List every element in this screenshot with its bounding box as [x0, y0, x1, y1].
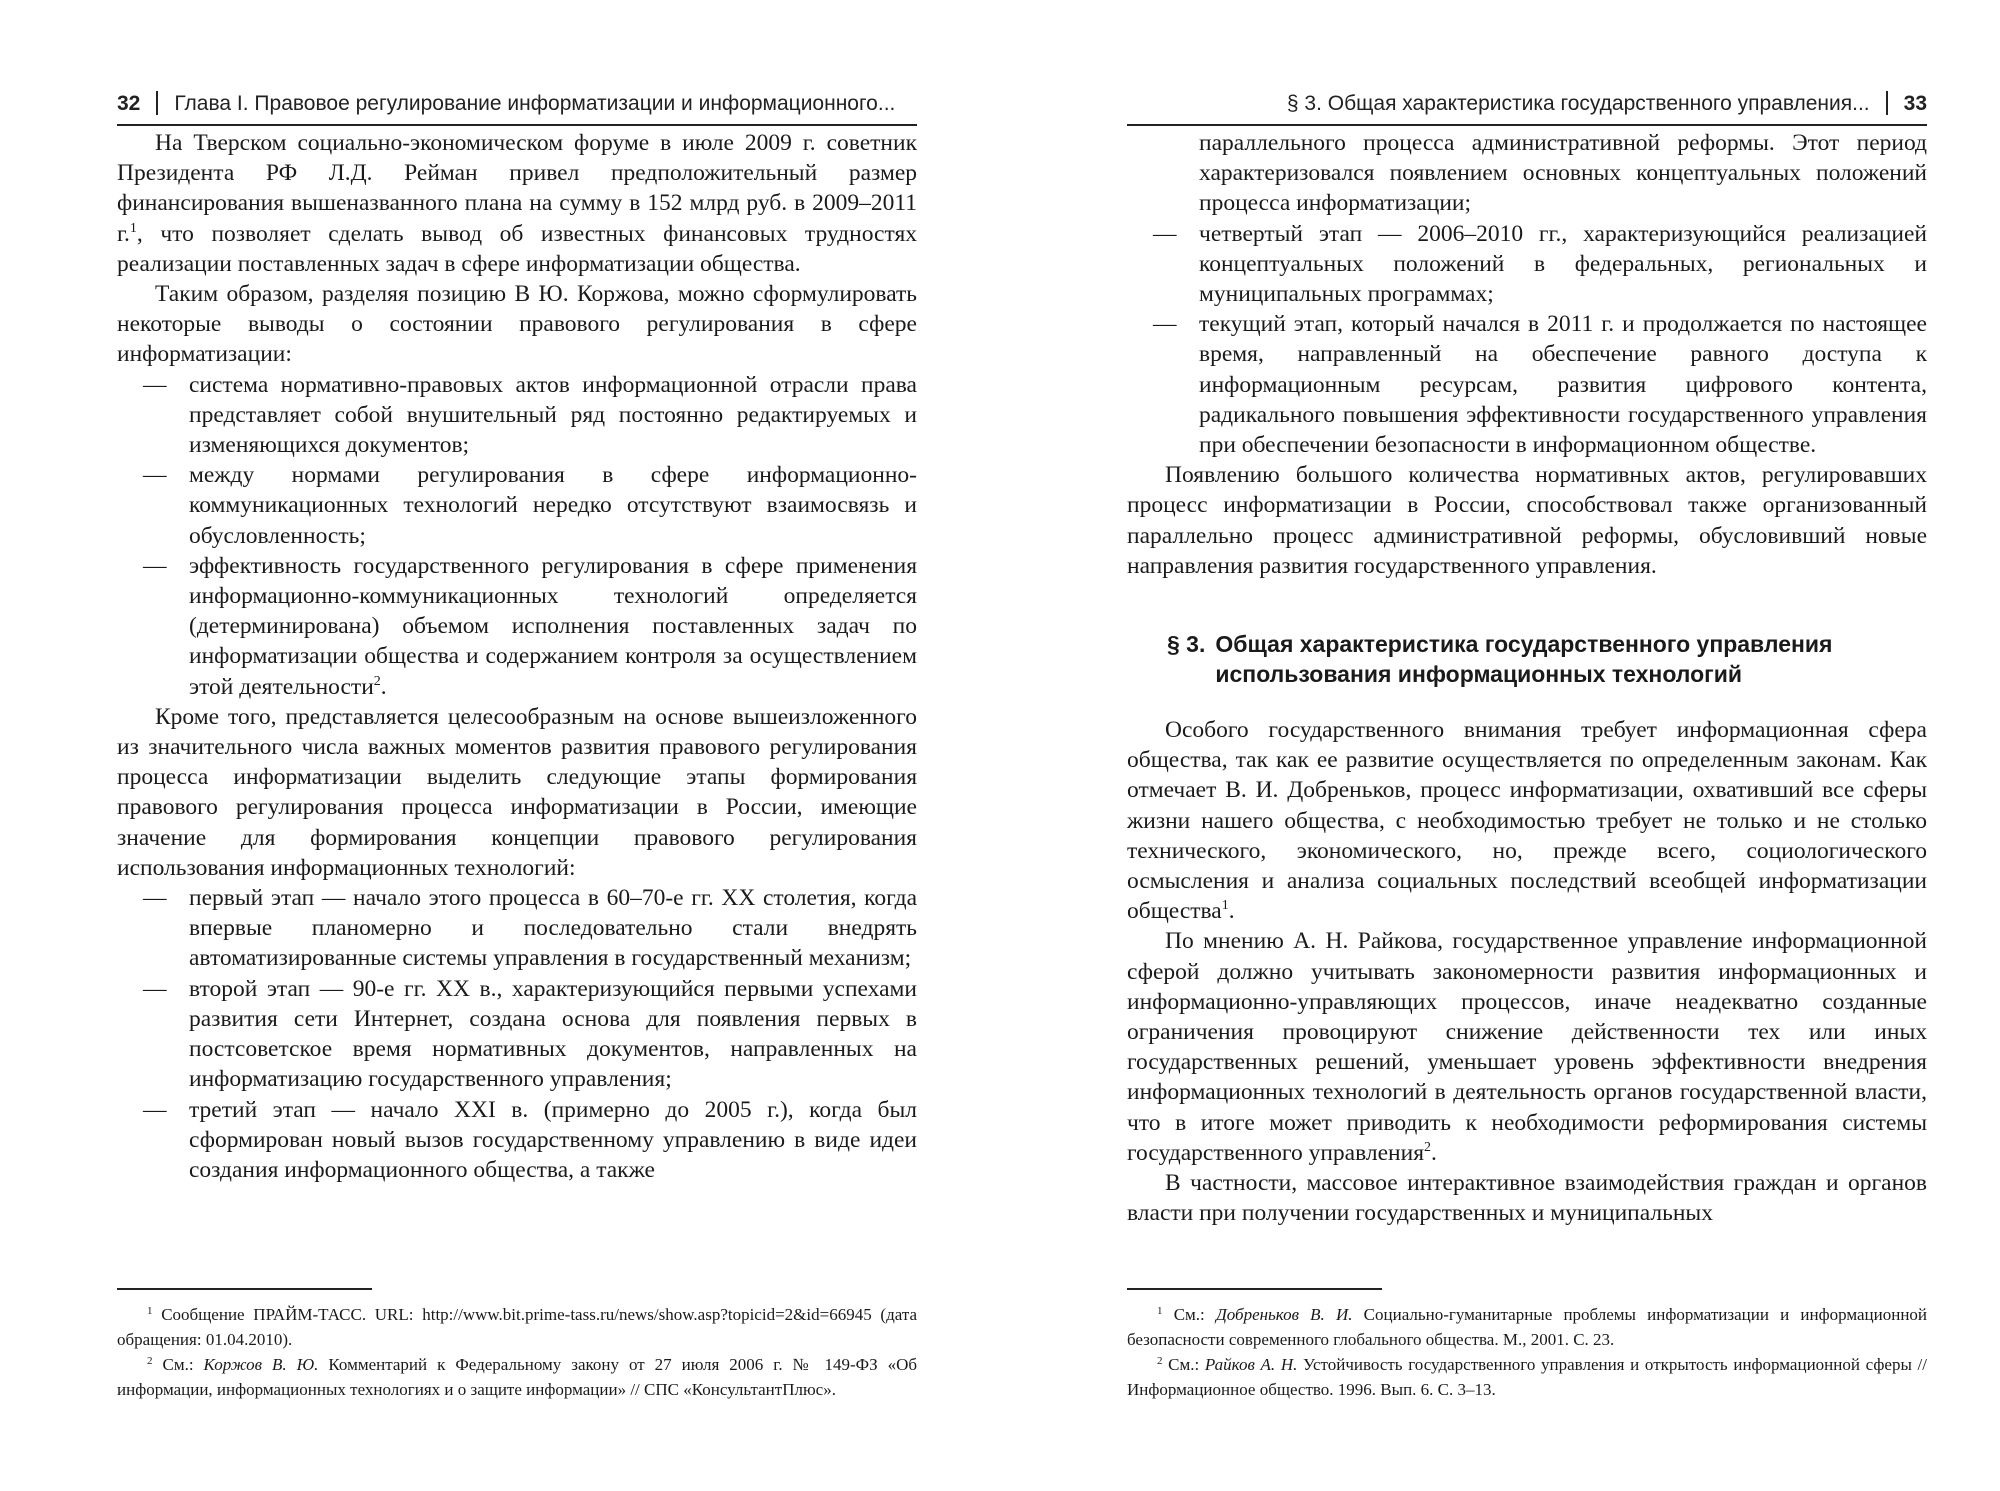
- footnote-author: Коржов В. Ю.: [203, 1355, 319, 1374]
- right-footnotes: [1127, 1288, 1927, 1402]
- footnote-ref: 2: [373, 673, 381, 689]
- list-item: — текущий этап, который начался в 2011 г. и продолжается по настоящее время, направленный на обеспечение равного доступа к информационным ресурсам, развития цифрового контента, радикального повышения эффективности государственного управления при обеспечении безопасности в информационном обществе.: [1127, 309, 1927, 460]
- list-item: — система нормативно-правовых актов информационной отрасли права представляет собой внушительный ряд постоянно редактируемых и изменяющихся документов;: [117, 370, 917, 461]
- running-head-left: [117, 84, 917, 126]
- section-heading: [1127, 629, 1927, 689]
- list-item: — четвертый этап — 2006–2010 гг., характеризующийся реализацией концептуальных положений в федеральных, региональных и муниципальных программах;: [1127, 219, 1927, 310]
- section-number: § 3.: [1167, 631, 1206, 658]
- list-item: — между нормами регулирования в сфере информационно-коммуникационных технологий нередко отсутствуют взаимосвязь и обусловленность;: [117, 460, 917, 551]
- footnote-rule: [117, 1288, 372, 1290]
- header-divider: [1886, 91, 1888, 115]
- list-item: — третий этап — начало XXI в. (примерно до 2005 г.), когда был сформирован новый вызов государственному управлению в виде идеи создания информационного общества, а также: [117, 1095, 917, 1186]
- left-page: [117, 0, 917, 1491]
- paragraph: Появлению большого количества нормативных актов, регулировавших процесс информатизации в России, способствовал также организованный параллельно процесс административной реформы, обусловивший новые направления развития государственного управления.: [1127, 462, 1927, 579]
- stages-list: [117, 883, 917, 1185]
- footnote-ref: 1: [1221, 898, 1229, 914]
- chapter-title: Глава I. Правовое регулирование информатизации и информационного...: [174, 92, 896, 115]
- section-title: Общая характеристика государственного управления использования информационных технологий: [1215, 631, 1833, 688]
- list-item: — второй этап — 90-е гг. XX в., характеризующийся первыми успехами развития сети Интернет, создана основа для появления первых в постсоветское время нормативных документов, направленных на информатизацию государственного управления;: [117, 974, 917, 1095]
- footnote-ref: 2: [1424, 1139, 1431, 1155]
- paragraph: В частности, массовое интерактивное взаимодействия граждан и органов власти при получении государственных и муниципальных: [1127, 1170, 1927, 1227]
- running-head-right: [1127, 84, 1927, 126]
- right-body-text: [1127, 128, 1927, 1229]
- paragraph: Особого государственного внимания требует информационная сфера общества, так как ее развитие осуществляется по определенным законам. Как отмечает В. И. Добреньков, процесс информатизации, охвативший все сферы жизни нашего общества, с необходимостью требует не только и не столько технического, экономического, но, прежде всего, социологического осмысления и анализа социальных последствий всеобщей информатизации общества$^1$.: [1127, 717, 1927, 925]
- paragraph: На Тверском социально-экономическом форуме в июле 2009 г. советник Президента РФ Л.Д. Рейман привел предположительный размер финансирования вышеназванного плана на сумму в 152 млрд руб. в 2009–2011 г.$^1$, что позволяет сделать вывод об известных финансовых трудностях реализации поставленных задач в сфере информатизации общества.: [117, 130, 917, 277]
- left-body-text: [117, 128, 917, 1185]
- list-item-continuation: параллельного процесса административной реформы. Этот период характеризовался появлением основных концептуальных положений процесса информатизации;: [1199, 130, 1927, 217]
- conclusions-list: [117, 370, 917, 702]
- footnote: $^1$ Сообщение ПРАЙМ-ТАСС. URL: http://www.bit.prime-tass.ru/news/show.asp?topicid=2&id=66945 (дата обращения: 01.04.2010).: [117, 1305, 918, 1349]
- paragraph: Кроме того, представляется целесообразным на основе вышеизложенного из значительного числа важных моментов развития правового регулирования процесса информатизации выделить следующие этапы формирования правового регулирования процесса информатизации в России, имеющие значение для формирования концепции правового регулирования использования информационных технологий:: [117, 703, 917, 881]
- footnote-author: Добреньков В. И.: [1215, 1305, 1353, 1324]
- left-footnotes: [117, 1288, 917, 1402]
- section-running-title: § 3. Общая характеристика государственного управления...: [1286, 92, 1870, 115]
- footnote-ref: 1: [129, 220, 137, 236]
- paragraph: Таким образом, разделяя позицию В Ю. Коржова, можно сформулировать некоторые выводы о состоянии правового регулирования в сфере информатизации:: [117, 281, 917, 368]
- list-item: — первый этап — начало этого процесса в 60–70-е гг. XX столетия, когда впервые планомерно и последовательно стали внедрять автоматизированные системы управления в государственный механизм;: [117, 883, 917, 974]
- footnote: $^2$ См.: Коржов В. Ю. Комментарий к Федеральному закону от 27 июля 2006 г. № 149-ФЗ «Об информации, информационных технологиях и о защите информации» // СПС «КонсультантПлюс».: [117, 1355, 918, 1399]
- footnote-rule: [1127, 1288, 1382, 1290]
- page-number: 32: [117, 92, 141, 115]
- right-page: [1127, 0, 1927, 1491]
- header-divider: [156, 91, 158, 115]
- paragraph: По мнению А. Н. Райкова, государственное управление информационной сферой должно учитывать закономерности развития информационных и информационно-управляющих процессов, иначе неадекватно созданные ограничения провоцируют снижение действенности тех или иных государственных решений, уменьшает уровень эффективности внедрения информационных технологий в деятельность органов государственной власти, что в итоге может приводить к необходимости реформирования системы государственного управления$^2$.: [1127, 928, 1927, 1166]
- list-item: — эффективность государственного регулирования в сфере применения информационно-коммуникационных технологий определяется (детерминирована) объемом исполнения поставленных задач по информатизации общества и содержанием контроля за осуществлением этой деятельности$^2$.: [117, 551, 917, 702]
- footnote: $^2$ См.: Райков А. Н. Устойчивость государственного управления и открытость информационной сферы // Информационное общество. 1996. Вып. 6. С. 3–13.: [1127, 1355, 1927, 1399]
- footnote: $^1$ См.: Добреньков В. И. Социально-гуманитарные проблемы информатизации и информационной безопасности современного глобального общества. М., 2001. С. 23.: [1127, 1305, 1928, 1349]
- page-number: 33: [1903, 92, 1927, 115]
- stages-list-continued: [1127, 128, 1927, 460]
- footnote-author: Райков А. Н.: [1204, 1355, 1298, 1374]
